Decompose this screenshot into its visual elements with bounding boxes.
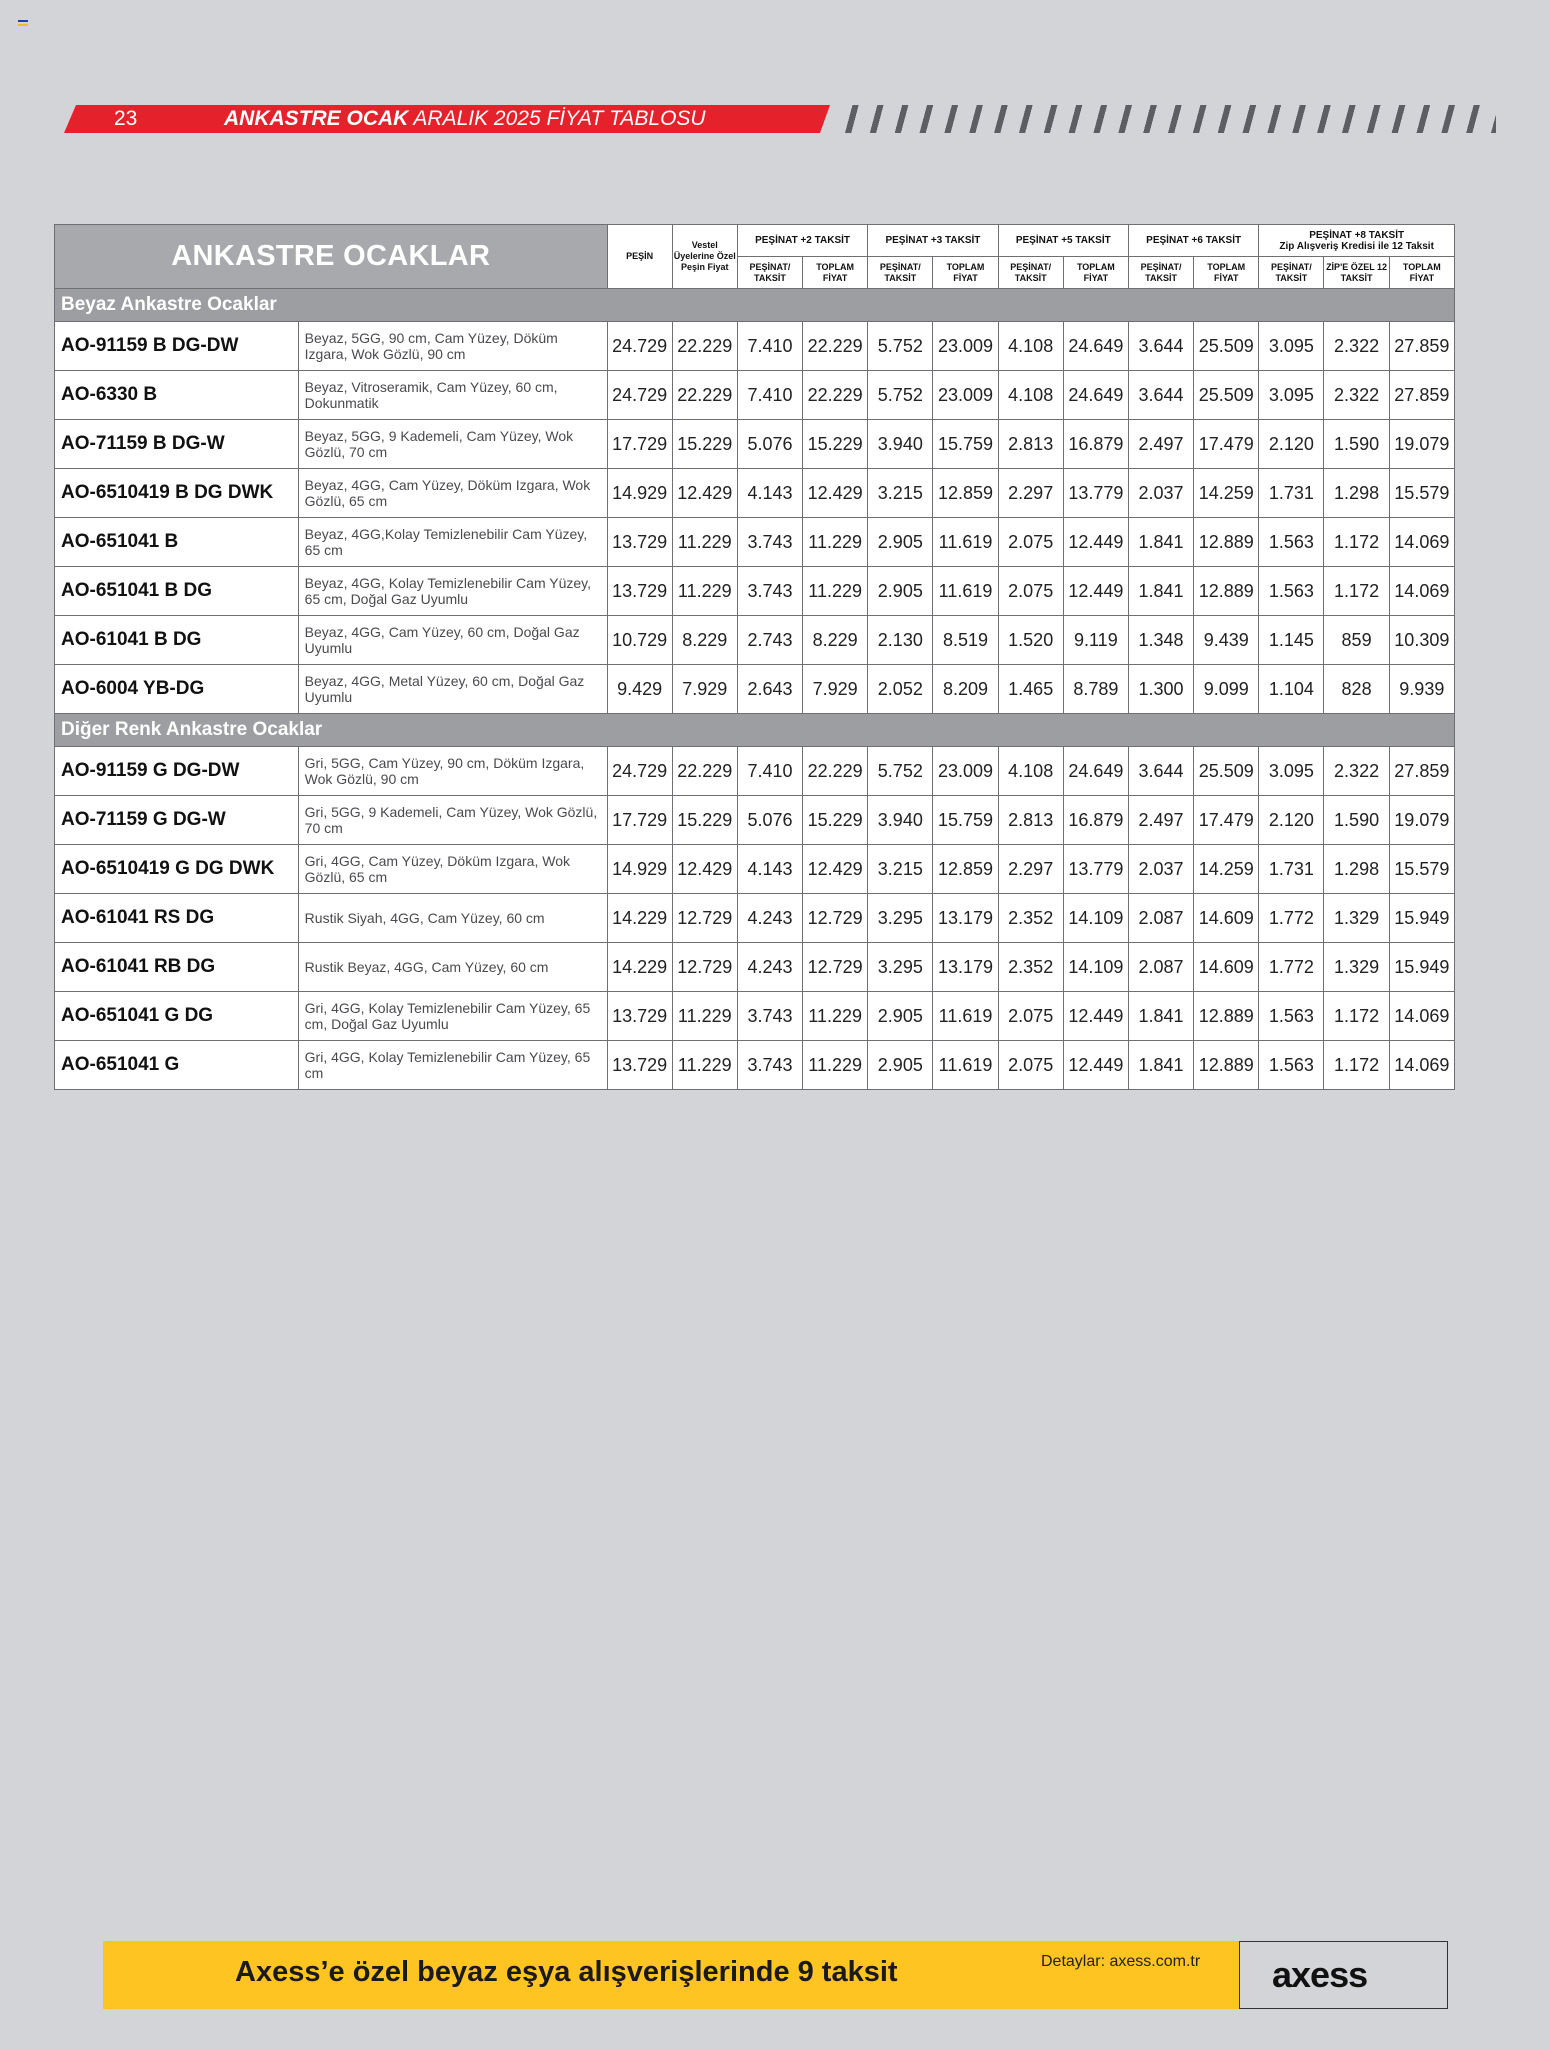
price-cell: 7.410 [737, 747, 802, 796]
price-cell: 1.300 [1128, 665, 1193, 714]
price-cell: 4.108 [998, 747, 1063, 796]
price-cell: 15.949 [1389, 943, 1454, 992]
price-cell: 1.590 [1324, 796, 1389, 845]
price-cell: 1.731 [1259, 845, 1324, 894]
price-cell: 14.929 [607, 469, 672, 518]
price-cell: 11.619 [933, 1041, 998, 1090]
price-cell: 5.076 [737, 420, 802, 469]
price-cell: 2.352 [998, 894, 1063, 943]
table-row [55, 992, 1455, 1041]
group-header: PEŞİNAT +5 TAKSİT [998, 225, 1128, 257]
table-row [55, 894, 1455, 943]
price-cell: 8.229 [803, 616, 868, 665]
price-cell: 12.429 [803, 845, 868, 894]
price-cell: 3.644 [1128, 322, 1193, 371]
price-cell: 2.037 [1128, 469, 1193, 518]
table-row [55, 616, 1455, 665]
model-cell: AO-91159 B DG-DW [55, 322, 299, 371]
price-cell: 3.743 [737, 1041, 802, 1090]
price-cell: 11.619 [933, 518, 998, 567]
price-cell: 7.929 [672, 665, 737, 714]
price-cell: 1.145 [1259, 616, 1324, 665]
price-cell: 12.729 [803, 943, 868, 992]
price-cell: 1.841 [1128, 1041, 1193, 1090]
price-cell: 17.479 [1194, 796, 1259, 845]
price-cell: 23.009 [933, 747, 998, 796]
price-cell: 24.729 [607, 747, 672, 796]
price-cell: 4.143 [737, 845, 802, 894]
price-cell: 2.905 [868, 518, 933, 567]
price-cell: 13.779 [1063, 469, 1128, 518]
price-cell: 3.940 [868, 796, 933, 845]
price-cell: 12.859 [933, 469, 998, 518]
price-cell: 24.649 [1063, 371, 1128, 420]
price-cell: 5.752 [868, 747, 933, 796]
price-cell: 22.229 [672, 322, 737, 371]
model-cell: AO-651041 B [55, 518, 299, 567]
sub-header-toplam: TOPLAM FİYAT [803, 257, 868, 289]
price-cell: 3.644 [1128, 371, 1193, 420]
price-cell: 1.348 [1128, 616, 1193, 665]
price-cell: 14.259 [1194, 469, 1259, 518]
price-cell: 11.619 [933, 567, 998, 616]
description-cell: Beyaz, 4GG, Cam Yüzey, 60 cm, Doğal Gaz Uyumlu [298, 616, 607, 665]
price-cell: 1.172 [1324, 518, 1389, 567]
axess-logo [1239, 1941, 1448, 2009]
sub-header-zip: ZİP'E ÖZEL 12 TAKSİT [1324, 257, 1389, 289]
description-cell: Beyaz, 4GG,Kolay Temizlenebilir Cam Yüzey, 65 cm [298, 518, 607, 567]
price-cell: 1.465 [998, 665, 1063, 714]
price-cell: 1.104 [1259, 665, 1324, 714]
price-cell: 8.789 [1063, 665, 1128, 714]
price-cell: 11.229 [803, 518, 868, 567]
table-row [55, 1041, 1455, 1090]
price-cell: 25.509 [1194, 371, 1259, 420]
price-cell: 1.590 [1324, 420, 1389, 469]
table-row [55, 665, 1455, 714]
section-row [55, 289, 1455, 322]
price-cell: 7.410 [737, 322, 802, 371]
price-cell: 14.109 [1063, 943, 1128, 992]
price-cell: 12.449 [1063, 992, 1128, 1041]
col-header-vestel: Vestel Üyelerine Özel Peşin Fiyat [672, 225, 737, 289]
price-cell: 13.729 [607, 567, 672, 616]
price-cell: 2.075 [998, 1041, 1063, 1090]
price-cell: 19.079 [1389, 420, 1454, 469]
price-cell: 15.229 [803, 796, 868, 845]
price-cell: 14.229 [607, 894, 672, 943]
table-row [55, 371, 1455, 420]
description-cell: Beyaz, Vitroseramik, Cam Yüzey, 60 cm, Dokunmatik [298, 371, 607, 420]
price-cell: 27.859 [1389, 322, 1454, 371]
price-cell: 1.520 [998, 616, 1063, 665]
price-cell: 12.449 [1063, 1041, 1128, 1090]
price-cell: 2.297 [998, 845, 1063, 894]
price-cell: 13.179 [933, 894, 998, 943]
table-row [55, 747, 1455, 796]
price-cell: 2.120 [1259, 420, 1324, 469]
price-cell: 14.109 [1063, 894, 1128, 943]
price-cell: 22.229 [803, 322, 868, 371]
price-cell: 1.731 [1259, 469, 1324, 518]
price-cell: 2.743 [737, 616, 802, 665]
group-header: PEŞİNAT +3 TAKSİT [868, 225, 998, 257]
price-cell: 12.449 [1063, 567, 1128, 616]
description-cell: Gri, 4GG, Kolay Temizlenebilir Cam Yüzey, 65 cm, Doğal Gaz Uyumlu [298, 992, 607, 1041]
price-cell: 1.841 [1128, 567, 1193, 616]
price-cell: 2.643 [737, 665, 802, 714]
price-cell: 1.172 [1324, 1041, 1389, 1090]
group-header: PEŞİNAT +2 TAKSİT [737, 225, 867, 257]
section-title: Beyaz Ankastre Ocaklar [55, 289, 1455, 322]
sub-header-pesinat: PEŞİNAT/ TAKSİT [1128, 257, 1193, 289]
model-cell: AO-6510419 G DG DWK [55, 845, 299, 894]
price-cell: 16.879 [1063, 796, 1128, 845]
price-cell: 14.069 [1389, 518, 1454, 567]
price-cell: 25.509 [1194, 747, 1259, 796]
price-cell: 2.905 [868, 1041, 933, 1090]
price-cell: 12.889 [1194, 518, 1259, 567]
price-cell: 11.229 [672, 518, 737, 567]
group-header-zip-line1: PEŞİNAT +8 TAKSİT [1309, 229, 1405, 241]
header-stripes [838, 105, 1496, 133]
description-cell: Rustik Beyaz, 4GG, Cam Yüzey, 60 cm [298, 943, 607, 992]
price-cell: 24.729 [607, 371, 672, 420]
price-cell: 19.079 [1389, 796, 1454, 845]
table-row [55, 845, 1455, 894]
price-cell: 9.119 [1063, 616, 1128, 665]
section-title: Diğer Renk Ankastre Ocaklar [55, 714, 1455, 747]
col-header-pesin: PEŞİN [607, 225, 672, 289]
price-cell: 4.143 [737, 469, 802, 518]
price-cell: 14.609 [1194, 894, 1259, 943]
page-title-rest: ARALIK 2025 FİYAT TABLOSU [408, 107, 706, 130]
table-body [55, 289, 1455, 1090]
price-cell: 12.429 [672, 845, 737, 894]
price-cell: 13.729 [607, 992, 672, 1041]
price-cell: 15.229 [672, 420, 737, 469]
group-header-zip [1259, 225, 1455, 257]
model-cell: AO-61041 RB DG [55, 943, 299, 992]
price-cell: 2.075 [998, 518, 1063, 567]
price-cell: 14.229 [607, 943, 672, 992]
model-cell: AO-6510419 B DG DWK [55, 469, 299, 518]
price-cell: 10.729 [607, 616, 672, 665]
price-cell: 1.172 [1324, 567, 1389, 616]
model-cell: AO-651041 B DG [55, 567, 299, 616]
price-cell: 2.322 [1324, 747, 1389, 796]
description-cell: Beyaz, 4GG, Metal Yüzey, 60 cm, Doğal Gaz Uyumlu [298, 665, 607, 714]
price-cell: 2.087 [1128, 894, 1193, 943]
price-cell: 3.743 [737, 992, 802, 1041]
price-cell: 8.519 [933, 616, 998, 665]
page-number: 23 [114, 107, 138, 130]
price-cell: 2.322 [1324, 371, 1389, 420]
price-cell: 2.075 [998, 567, 1063, 616]
price-cell: 14.069 [1389, 567, 1454, 616]
description-cell: Gri, 5GG, 9 Kademeli, Cam Yüzey, Wok Gözlü, 70 cm [298, 796, 607, 845]
price-cell: 1.298 [1324, 845, 1389, 894]
axess-logo-text: axess [1272, 1954, 1368, 1995]
price-cell: 1.172 [1324, 992, 1389, 1041]
price-cell: 15.579 [1389, 845, 1454, 894]
description-cell: Gri, 4GG, Kolay Temizlenebilir Cam Yüzey, 65 cm [298, 1041, 607, 1090]
price-cell: 23.009 [933, 371, 998, 420]
table-row [55, 567, 1455, 616]
price-cell: 24.649 [1063, 322, 1128, 371]
price-cell: 11.229 [803, 992, 868, 1041]
price-cell: 14.069 [1389, 1041, 1454, 1090]
price-cell: 24.649 [1063, 747, 1128, 796]
price-cell: 2.905 [868, 992, 933, 1041]
price-cell: 7.410 [737, 371, 802, 420]
price-cell: 3.095 [1259, 747, 1324, 796]
description-cell: Beyaz, 5GG, 90 cm, Cam Yüzey, Döküm Izgara, Wok Gözlü, 90 cm [298, 322, 607, 371]
model-cell: AO-61041 RS DG [55, 894, 299, 943]
price-cell: 1.841 [1128, 518, 1193, 567]
table-row [55, 420, 1455, 469]
price-cell: 14.929 [607, 845, 672, 894]
price-cell: 2.497 [1128, 420, 1193, 469]
price-cell: 22.229 [803, 371, 868, 420]
price-cell: 12.889 [1194, 567, 1259, 616]
model-cell: AO-91159 G DG-DW [55, 747, 299, 796]
price-cell: 2.352 [998, 943, 1063, 992]
price-cell: 3.743 [737, 567, 802, 616]
price-cell: 9.939 [1389, 665, 1454, 714]
price-cell: 4.243 [737, 943, 802, 992]
price-cell: 8.209 [933, 665, 998, 714]
price-cell: 2.037 [1128, 845, 1193, 894]
price-cell: 859 [1324, 616, 1389, 665]
price-cell: 828 [1324, 665, 1389, 714]
sub-header-pesinat: PEŞİNAT/ TAKSİT [1259, 257, 1324, 289]
price-cell: 24.729 [607, 322, 672, 371]
price-cell: 3.743 [737, 518, 802, 567]
price-cell: 15.229 [672, 796, 737, 845]
sub-header-toplam: TOPLAM FİYAT [933, 257, 998, 289]
price-cell: 2.052 [868, 665, 933, 714]
price-cell: 3.215 [868, 845, 933, 894]
model-cell: AO-651041 G DG [55, 992, 299, 1041]
price-cell: 9.099 [1194, 665, 1259, 714]
table-row [55, 796, 1455, 845]
price-cell: 3.644 [1128, 747, 1193, 796]
price-cell: 7.929 [803, 665, 868, 714]
price-cell: 15.949 [1389, 894, 1454, 943]
price-cell: 14.259 [1194, 845, 1259, 894]
model-cell: AO-6004 YB-DG [55, 665, 299, 714]
price-cell: 13.729 [607, 1041, 672, 1090]
price-cell: 4.108 [998, 371, 1063, 420]
price-cell: 2.130 [868, 616, 933, 665]
table-title: ANKASTRE OCAKLAR [55, 225, 608, 289]
price-cell: 2.297 [998, 469, 1063, 518]
price-cell: 12.729 [672, 894, 737, 943]
price-cell: 1.772 [1259, 894, 1324, 943]
price-cell: 11.229 [803, 567, 868, 616]
price-cell: 12.729 [672, 943, 737, 992]
price-cell: 13.729 [607, 518, 672, 567]
price-cell: 15.579 [1389, 469, 1454, 518]
details-link[interactable]: Detaylar: axess.com.tr [1041, 1953, 1201, 1970]
price-cell: 13.779 [1063, 845, 1128, 894]
price-cell: 2.497 [1128, 796, 1193, 845]
price-cell: 27.859 [1389, 371, 1454, 420]
price-cell: 11.229 [803, 1041, 868, 1090]
description-cell: Beyaz, 4GG, Cam Yüzey, Döküm Izgara, Wok Gözlü, 65 cm [298, 469, 607, 518]
section-row [55, 714, 1455, 747]
group-header: PEŞİNAT +6 TAKSİT [1128, 225, 1258, 257]
price-cell: 3.295 [868, 943, 933, 992]
price-cell: 12.449 [1063, 518, 1128, 567]
price-cell: 2.813 [998, 420, 1063, 469]
price-cell: 11.229 [672, 567, 737, 616]
price-cell: 1.563 [1259, 567, 1324, 616]
price-cell: 3.295 [868, 894, 933, 943]
description-cell: Beyaz, 5GG, 9 Kademeli, Cam Yüzey, Wok Gözlü, 70 cm [298, 420, 607, 469]
sub-header-toplam: TOPLAM FİYAT [1063, 257, 1128, 289]
price-cell: 12.429 [803, 469, 868, 518]
price-cell: 4.243 [737, 894, 802, 943]
price-cell: 1.298 [1324, 469, 1389, 518]
description-cell: Rustik Siyah, 4GG, Cam Yüzey, 60 cm [298, 894, 607, 943]
price-cell: 2.905 [868, 567, 933, 616]
price-cell: 1.563 [1259, 518, 1324, 567]
price-cell: 2.087 [1128, 943, 1193, 992]
sub-header-toplam: TOPLAM FİYAT [1389, 257, 1454, 289]
page-title-bold: ANKASTRE OCAK [224, 107, 409, 130]
price-cell: 15.229 [803, 420, 868, 469]
price-cell: 3.940 [868, 420, 933, 469]
model-cell: AO-6330 B [55, 371, 299, 420]
page-header [64, 105, 1496, 133]
footer-banner [103, 1941, 1448, 2009]
price-cell: 3.215 [868, 469, 933, 518]
price-cell: 2.322 [1324, 322, 1389, 371]
price-cell: 12.729 [803, 894, 868, 943]
promo-banner [103, 1941, 1239, 2009]
price-cell: 1.329 [1324, 943, 1389, 992]
price-cell: 12.859 [933, 845, 998, 894]
price-cell: 2.075 [998, 992, 1063, 1041]
price-cell: 22.229 [672, 747, 737, 796]
price-cell: 9.439 [1194, 616, 1259, 665]
page-title [224, 107, 706, 131]
price-cell: 11.619 [933, 992, 998, 1041]
price-cell: 27.859 [1389, 747, 1454, 796]
model-cell: AO-651041 G [55, 1041, 299, 1090]
table-row [55, 469, 1455, 518]
table-row [55, 322, 1455, 371]
price-cell: 17.479 [1194, 420, 1259, 469]
price-cell: 14.069 [1389, 992, 1454, 1041]
price-cell: 2.813 [998, 796, 1063, 845]
table-row [55, 943, 1455, 992]
price-cell: 16.879 [1063, 420, 1128, 469]
price-cell: 11.229 [672, 992, 737, 1041]
price-cell: 9.429 [607, 665, 672, 714]
model-cell: AO-61041 B DG [55, 616, 299, 665]
description-cell: Gri, 5GG, Cam Yüzey, 90 cm, Döküm Izgara, Wok Gözlü, 90 cm [298, 747, 607, 796]
price-cell: 10.309 [1389, 616, 1454, 665]
sub-header-pesinat: PEŞİNAT/ TAKSİT [737, 257, 802, 289]
sub-header-toplam: TOPLAM FİYAT [1194, 257, 1259, 289]
price-cell: 12.889 [1194, 992, 1259, 1041]
price-cell: 1.563 [1259, 1041, 1324, 1090]
price-cell: 4.108 [998, 322, 1063, 371]
price-cell: 14.609 [1194, 943, 1259, 992]
price-cell: 22.229 [672, 371, 737, 420]
price-cell: 15.759 [933, 420, 998, 469]
price-cell: 22.229 [803, 747, 868, 796]
model-cell: AO-71159 B DG-W [55, 420, 299, 469]
price-cell: 15.759 [933, 796, 998, 845]
price-cell: 1.329 [1324, 894, 1389, 943]
price-cell: 11.229 [672, 1041, 737, 1090]
price-cell: 25.509 [1194, 322, 1259, 371]
sub-header-pesinat: PEŞİNAT/ TAKSİT [998, 257, 1063, 289]
price-cell: 17.729 [607, 796, 672, 845]
price-cell: 8.229 [672, 616, 737, 665]
price-cell: 1.563 [1259, 992, 1324, 1041]
price-cell: 5.752 [868, 322, 933, 371]
price-cell: 23.009 [933, 322, 998, 371]
description-cell: Beyaz, 4GG, Kolay Temizlenebilir Cam Yüzey, 65 cm, Doğal Gaz Uyumlu [298, 567, 607, 616]
price-cell: 12.889 [1194, 1041, 1259, 1090]
price-cell: 3.095 [1259, 322, 1324, 371]
price-cell: 13.179 [933, 943, 998, 992]
price-cell: 3.095 [1259, 371, 1324, 420]
price-cell: 17.729 [607, 420, 672, 469]
price-cell: 5.752 [868, 371, 933, 420]
price-cell: 5.076 [737, 796, 802, 845]
group-header-zip-line2: Zip Alışveriş Kredisi ile 12 Taksit [1279, 240, 1434, 252]
description-cell: Gri, 4GG, Cam Yüzey, Döküm Izgara, Wok Gözlü, 65 cm [298, 845, 607, 894]
corner-mark-icon [18, 20, 28, 28]
sub-header-pesinat: PEŞİNAT/ TAKSİT [868, 257, 933, 289]
model-cell: AO-71159 G DG-W [55, 796, 299, 845]
table-row [55, 518, 1455, 567]
price-cell: 2.120 [1259, 796, 1324, 845]
price-cell: 12.429 [672, 469, 737, 518]
price-cell: 1.772 [1259, 943, 1324, 992]
price-cell: 1.841 [1128, 992, 1193, 1041]
promo-text: Axess’e özel beyaz eşya alışverişlerinde 9 taksit [235, 1956, 898, 1988]
price-table [54, 224, 1455, 1090]
